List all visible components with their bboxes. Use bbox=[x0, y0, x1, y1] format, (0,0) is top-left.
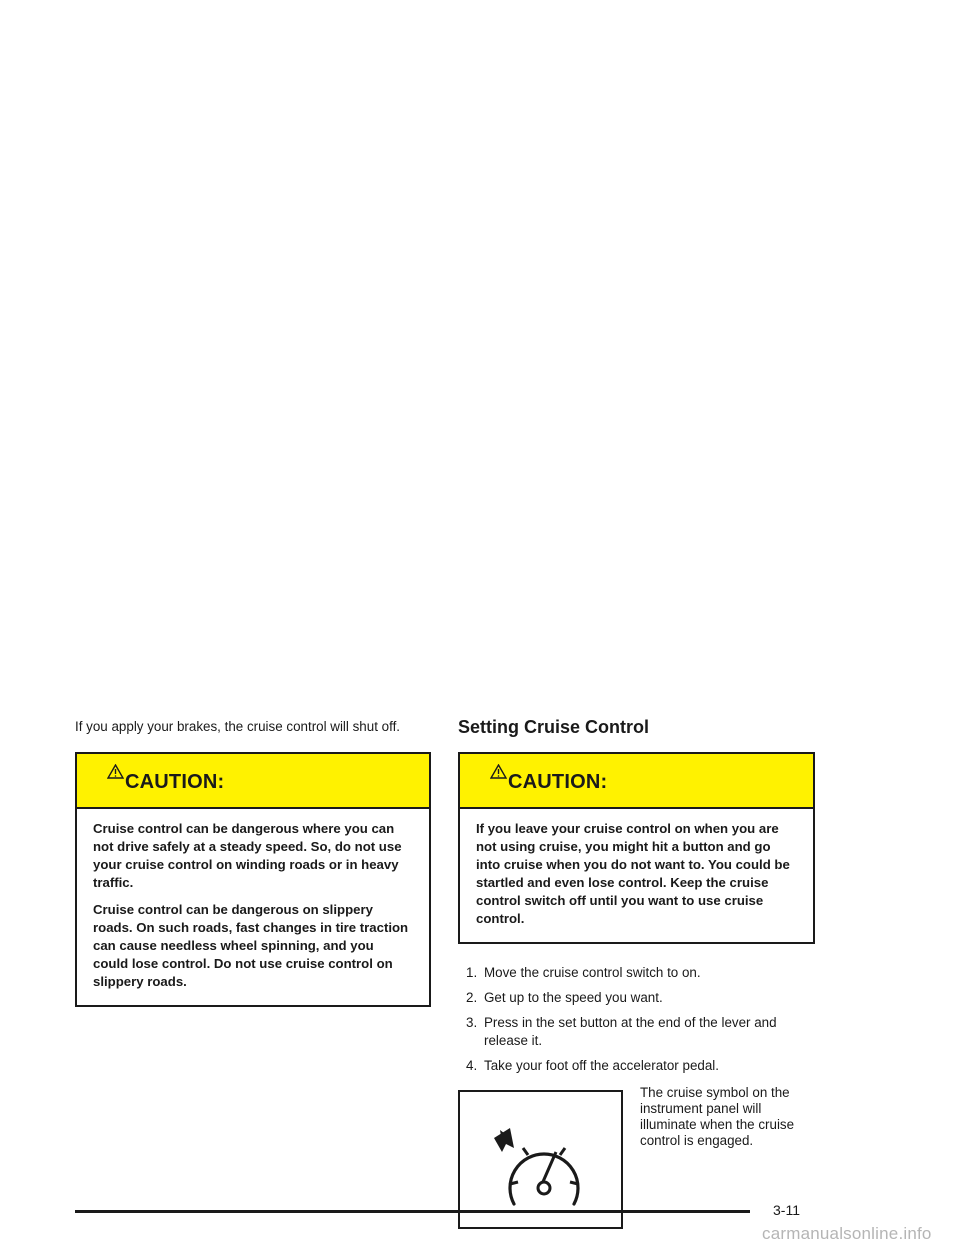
footer-rule bbox=[75, 1210, 750, 1213]
step-number: 4. bbox=[466, 1058, 478, 1073]
cruise-symbol-figure bbox=[458, 1085, 815, 1229]
list-item bbox=[466, 1014, 815, 1050]
caution-header bbox=[460, 754, 813, 809]
caution-paragraph: Cruise control can be dangerous on slippery roads. On such roads, fast changes in tire traction can cause needless wheel spinning, and you could lose control. Do not use cruise control on slippery roads. bbox=[93, 902, 409, 989]
page-number: 3-11 bbox=[773, 1202, 800, 1218]
step-number: 1. bbox=[466, 965, 478, 980]
cruise-control-icon bbox=[490, 1126, 590, 1216]
caution-body bbox=[77, 809, 429, 1005]
caution-title: CAUTION: bbox=[125, 771, 225, 793]
warning-triangle-icon bbox=[107, 764, 124, 779]
step-text: Take your foot off the accelerator pedal. bbox=[484, 1058, 719, 1073]
caution-body bbox=[460, 809, 813, 942]
cruise-symbol-box bbox=[458, 1090, 623, 1229]
right-column bbox=[458, 714, 815, 1229]
list-item bbox=[466, 989, 815, 1007]
caution-box-right bbox=[458, 752, 815, 944]
step-number: 2. bbox=[466, 990, 478, 1005]
list-item bbox=[466, 964, 815, 982]
caution-box-left bbox=[75, 752, 431, 1007]
step-text: Press in the set button at the end of the lever and release it. bbox=[484, 1015, 777, 1048]
brake-shutoff-note: If you apply your brakes, the cruise control will shut off. bbox=[75, 719, 401, 734]
step-number: 3. bbox=[466, 1015, 478, 1030]
step-text: Move the cruise control switch to on. bbox=[484, 965, 701, 980]
step-text: Get up to the speed you want. bbox=[484, 990, 663, 1005]
section-heading: Setting Cruise Control bbox=[458, 717, 650, 737]
left-column bbox=[75, 714, 431, 1007]
watermark: carmanualsonline.info bbox=[762, 1224, 932, 1243]
figure-caption: The cruise symbol on the instrument panel will illuminate when the cruise control is engaged. bbox=[640, 1085, 795, 1148]
list-item bbox=[466, 1057, 815, 1075]
steps-list bbox=[466, 964, 815, 1075]
caution-title: CAUTION: bbox=[508, 771, 608, 793]
caution-paragraph: If you leave your cruise control on when you are not using cruise, you might hit a button and go into cruise when you do not want to. You could be startled and even lose control. Keep the cruise control switch off until you want to use cruise control. bbox=[476, 821, 790, 926]
caution-paragraph: Cruise control can be dangerous where you can not drive safely at a steady speed. So, do not use your cruise control on winding roads or in heavy traffic. bbox=[93, 821, 402, 890]
caution-header bbox=[77, 754, 429, 809]
warning-triangle-icon bbox=[490, 764, 507, 779]
